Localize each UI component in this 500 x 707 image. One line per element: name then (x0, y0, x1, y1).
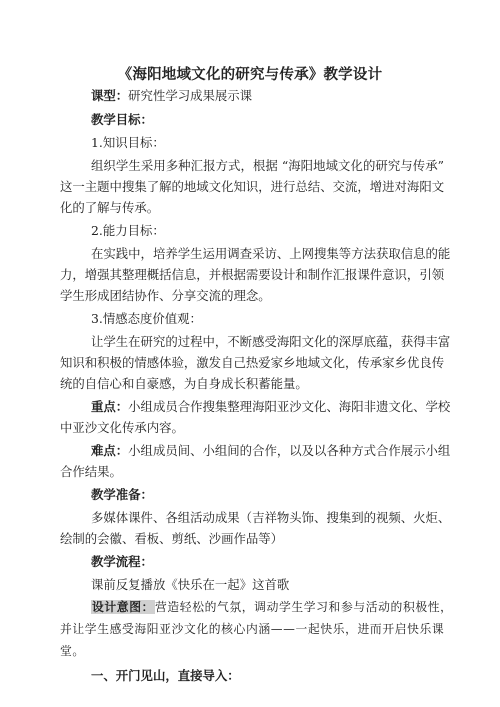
ability-line: 学生形成团结协作、分享交流的理念。 (60, 288, 271, 303)
emotion-line: 知识和积极的情感体验，激发自己热爱家乡地域文化，传承家乡优良传 (60, 355, 445, 370)
design-intent-label: 设计意图： (92, 600, 154, 614)
ability-heading: 2.能力目标： (91, 223, 165, 238)
lesson-type-line (91, 85, 444, 106)
difficulty-text: 小组成员间、小组间的合作，以及以各种方式合作展示小组 (128, 443, 451, 458)
knowledge-line: 这一主题中搜集了解的地域文化知识，进行总结、交流，增进对海阳文 (60, 179, 445, 194)
emotion-line: 统的自信心和自豪感，为自身成长积蓄能量。 (60, 376, 308, 391)
knowledge-heading: 1.知识目标： (91, 135, 165, 150)
design-intent-line: 堂。 (60, 644, 85, 658)
process-heading: 教学流程： (91, 554, 153, 569)
key-point-text: 小组成员合作搜集整理海阳亚沙文化、海阳非遗文化、学校 (128, 399, 451, 414)
key-point-line: 中亚沙文化传承内容。 (60, 420, 184, 435)
preparation-line: 绘制的会徽、看板、剪纸、沙画作品等） (60, 531, 284, 546)
ability-line: 在实践中，培养学生运用调查采访、上网搜集等方法获取信息的能 (91, 246, 451, 261)
knowledge-line: 化的了解与传承。 (60, 200, 160, 215)
design-intent-line: 并让学生感受海阳亚沙文化的核心内涵——一起快乐，进而开启快乐课 (60, 622, 445, 636)
preparation-heading: 教学准备： (91, 487, 153, 502)
ability-line: 力，增强其整理概括信息，并根据需要设计和制作汇报课件意识，引领 (60, 267, 445, 282)
emotion-heading: 3.情感态度价值观： (91, 311, 202, 326)
goals-heading: 教学目标： (91, 112, 153, 127)
pre-class-line: 课前反复播放《快乐在一起》这首歌 (91, 577, 290, 592)
lesson-type-label: 课型： (91, 88, 129, 103)
difficulty-line (91, 440, 451, 461)
document-title: 《海阳地域文化的研究与传承》教学设计 (117, 66, 383, 83)
key-point-label: 重点： (91, 399, 129, 414)
difficulty-line: 合作结果。 (60, 464, 122, 479)
key-point-line (91, 396, 451, 417)
design-intent-text: 营造轻松的气氛，调动学生学习和参与活动的积极性， (155, 600, 453, 614)
knowledge-line: 组织学生采用多种汇报方式，根据 “海阳地域文化的研究与传承” (91, 158, 444, 173)
design-intent-line (91, 597, 453, 618)
lesson-type-value: 研究性学习成果展示课 (128, 88, 253, 103)
preparation-line: 多媒体课件、各组活动成果（吉祥物头饰、搜集到的视频、火炬、 (91, 510, 451, 525)
emotion-line: 让学生在研究的过程中，不断感受海阳文化的深厚底蕴，获得丰富 (91, 334, 451, 349)
section-one-heading: 一、开门见山，直接导入： (91, 668, 240, 683)
difficulty-label: 难点： (91, 443, 129, 458)
